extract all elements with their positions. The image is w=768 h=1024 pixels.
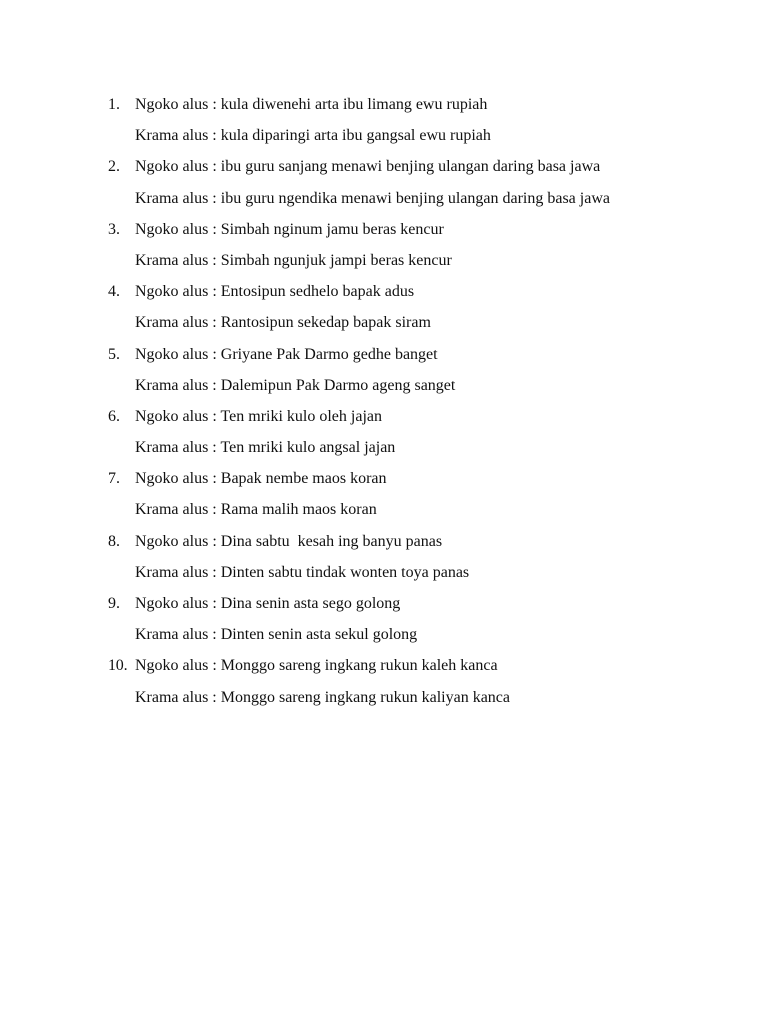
ngoko-alus-line: Ngoko alus : Simbah nginum jamu beras kencur [135,220,444,238]
item-number: 6. [108,407,120,425]
ngoko-alus-line: Ngoko alus : Ten mriki kulo oleh jajan [135,407,382,425]
krama-alus-line: Krama alus : Rantosipun sekedap bapak siram [135,314,431,332]
ngoko-alus-line: Ngoko alus : Bapak nembe maos koran [135,470,387,488]
list-item [108,463,728,525]
list-item [108,151,728,213]
list-item [108,89,728,151]
list-item [108,588,728,650]
ngoko-alus-line: Ngoko alus : Griyane Pak Darmo gedhe banget [135,345,438,363]
ngoko-alus-line: Ngoko alus : ibu guru sanjang menawi benjing ulangan daring basa jawa [135,158,601,176]
list-item [108,339,728,401]
item-number: 10. [108,657,128,675]
list-item [108,276,728,338]
ngoko-alus-line: Ngoko alus : Dina senin asta sego golong [135,595,401,612]
ngoko-alus-line: Ngoko alus : Monggo sareng ingkang rukun kaleh kanca [135,657,498,675]
list-item [108,214,728,276]
item-number: 8. [108,532,120,550]
ngoko-alus-line: Ngoko alus : kula diwenehi arta ibu limang ewu rupiah [135,96,488,113]
ngoko-alus-line: Ngoko alus : Dina sabtu kesah ing banyu panas [135,532,443,550]
list-item [108,401,728,463]
item-number: 4. [108,283,120,301]
list-item [108,526,728,588]
item-number: 9. [108,595,120,612]
krama-alus-line: Krama alus : Dalemipun Pak Darmo ageng sanget [135,376,456,394]
krama-alus-line: Krama alus : kula diparingi arta ibu gangsal ewu rupiah [135,127,491,145]
item-number: 2. [108,158,120,176]
krama-alus-line: Krama alus : Rama malih maos koran [135,501,377,519]
krama-alus-line: Krama alus : Simbah ngunjuk jampi beras kencur [135,251,452,269]
ngoko-alus-line: Ngoko alus : Entosipun sedhelo bapak adus [135,283,415,301]
krama-alus-line: Krama alus : Dinten sabtu tindak wonten toya panas [135,563,470,581]
numbered-list [108,89,728,713]
krama-alus-line: Krama alus : Dinten senin asta sekul golong [135,626,418,644]
krama-alus-line: Krama alus : Monggo sareng ingkang rukun kaliyan kanca [135,688,511,706]
krama-alus-line: Krama alus : Ten mriki kulo angsal jajan [135,439,396,457]
item-number: 3. [108,220,120,238]
item-number: 7. [108,470,120,488]
krama-alus-line: Krama alus : ibu guru ngendika menawi benjing ulangan daring basa jawa [135,189,610,207]
list-item [108,650,728,712]
item-number: 5. [108,345,120,363]
item-number: 1. [108,96,120,113]
